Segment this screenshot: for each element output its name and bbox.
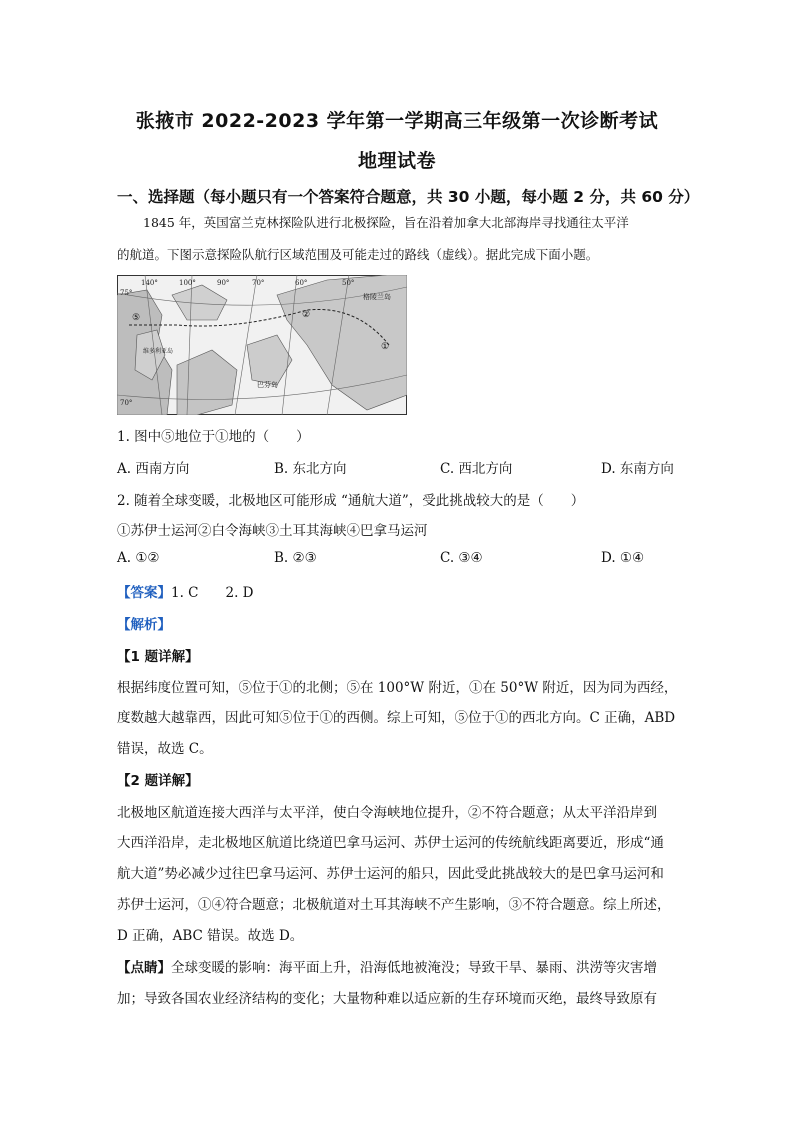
answer-value: 1. C 2. D [171, 585, 254, 601]
question-2-stem: 2. 随着全球变暖，北极地区可能形成 “通航大道”，受此挑战较大的是（ ） [117, 493, 585, 509]
exam-subtitle: 地理试卷 [357, 150, 436, 172]
detail-1-line: 错误，故选 C。 [117, 741, 213, 757]
detail-2-line: 苏伊士运河，①④符合题意；北极航道对土耳其海峡不产生影响，③不符合题意。综上所述， [117, 897, 671, 913]
analysis-heading: 【解析】 [117, 617, 171, 633]
detail-1-line: 度数越大越靠西，因此可知⑤位于①的西侧。综上可知，⑤位于①的西北方向。C 正确，ABD [117, 710, 676, 726]
map-lon-label: 100° [179, 279, 196, 287]
question-1-stem: 1. 图中⑤地位于①地的（ ） [117, 429, 310, 445]
map-lat-label: 70° [120, 399, 133, 407]
map-lon-label: 50° [342, 279, 355, 287]
q1-option-b: B. 东北方向 [274, 461, 347, 477]
q1-option-d: D. 东南方向 [601, 461, 674, 477]
map-marker-1: ① [381, 342, 390, 352]
map-marker-5: ⑤ [132, 313, 141, 323]
intro-line-2: 的航道。下图示意探险队航行区域范围及可能走过的路线（虚线）。据此完成下面小题。 [117, 247, 599, 262]
detail-1-line: 根据纬度位置可知，⑤位于①的北侧；⑤在 100°W 附近，①在 50°W 附近，因为同为西经， [117, 680, 678, 696]
q1-option-a: A. 西南方向 [117, 461, 190, 477]
map-place-victoria: 维多利亚岛 [143, 348, 174, 355]
q2-option-a: A. ①② [117, 550, 160, 566]
question-2-items: ①苏伊士运河②白令海峡③土耳其海峡④巴拿马运河 [117, 523, 428, 539]
map-lon-label: 140° [141, 279, 158, 287]
detail-2-line: 航大道”势必减少过往巴拿马运河、苏伊士运河的船只，因此受此挑战较大的是巴拿马运河和 [117, 866, 664, 882]
detail-1-heading: 【1 题详解】 [117, 649, 199, 665]
keypoint-tag: 【点睛】 [117, 960, 171, 976]
map-lon-label: 60° [295, 279, 308, 287]
keypoint-line-1 [117, 956, 683, 976]
map-place-greenland: 格陵兰岛 [363, 293, 391, 301]
map-lon-label: 90° [217, 279, 230, 287]
detail-2-line: 北极地区航道连接大西洋与太平洋，使白令海峡地位提升，②不符合题意；从太平洋沿岸到 [117, 805, 657, 821]
detail-2-line: 大西洋沿岸，走北极地区航道比绕道巴拿马运河、苏伊士运河的传统航线距离要近，形成“通 [117, 835, 664, 851]
q2-option-b: B. ②③ [274, 550, 317, 566]
q2-option-d: D. ①④ [601, 550, 645, 566]
keypoint-text-1: 全球变暖的影响：海平面上升，沿海低地被淹没；导致干旱、暴雨、洪涝等灾害增 [171, 960, 657, 976]
detail-2-line: D 正确，ABC 错误。故选 D。 [117, 928, 304, 944]
map-lon-label: 70° [252, 279, 265, 287]
detail-2-heading: 【2 题详解】 [117, 773, 199, 789]
answer-line [117, 581, 254, 601]
arctic-map-figure [117, 275, 407, 415]
map-lat-label: 75° [120, 289, 133, 297]
exam-title: 张掖市 2022-2023 学年第一学期高三年级第一次诊断考试 [135, 110, 659, 132]
q1-option-c: C. 西北方向 [440, 461, 513, 477]
answer-tag: 【答案】 [117, 585, 171, 601]
map-place-baffin: 巴芬岛 [257, 381, 278, 389]
section-heading: 一、选择题（每小题只有一个答案符合题意，共 30 小题，每小题 2 分，共 60 分） [117, 188, 700, 206]
keypoint-line-2: 加；导致各国农业经济结构的变化；大量物种难以适应新的生存环境而灭绝，最终导致原有 [117, 991, 657, 1007]
map-marker-2: ② [302, 310, 311, 320]
q2-option-c: C. ③④ [440, 550, 483, 566]
intro-line-1: 1845 年，英国富兰克林探险队进行北极探险，旨在沿着加拿大北部海岸寻找通往太平洋 [143, 215, 629, 230]
